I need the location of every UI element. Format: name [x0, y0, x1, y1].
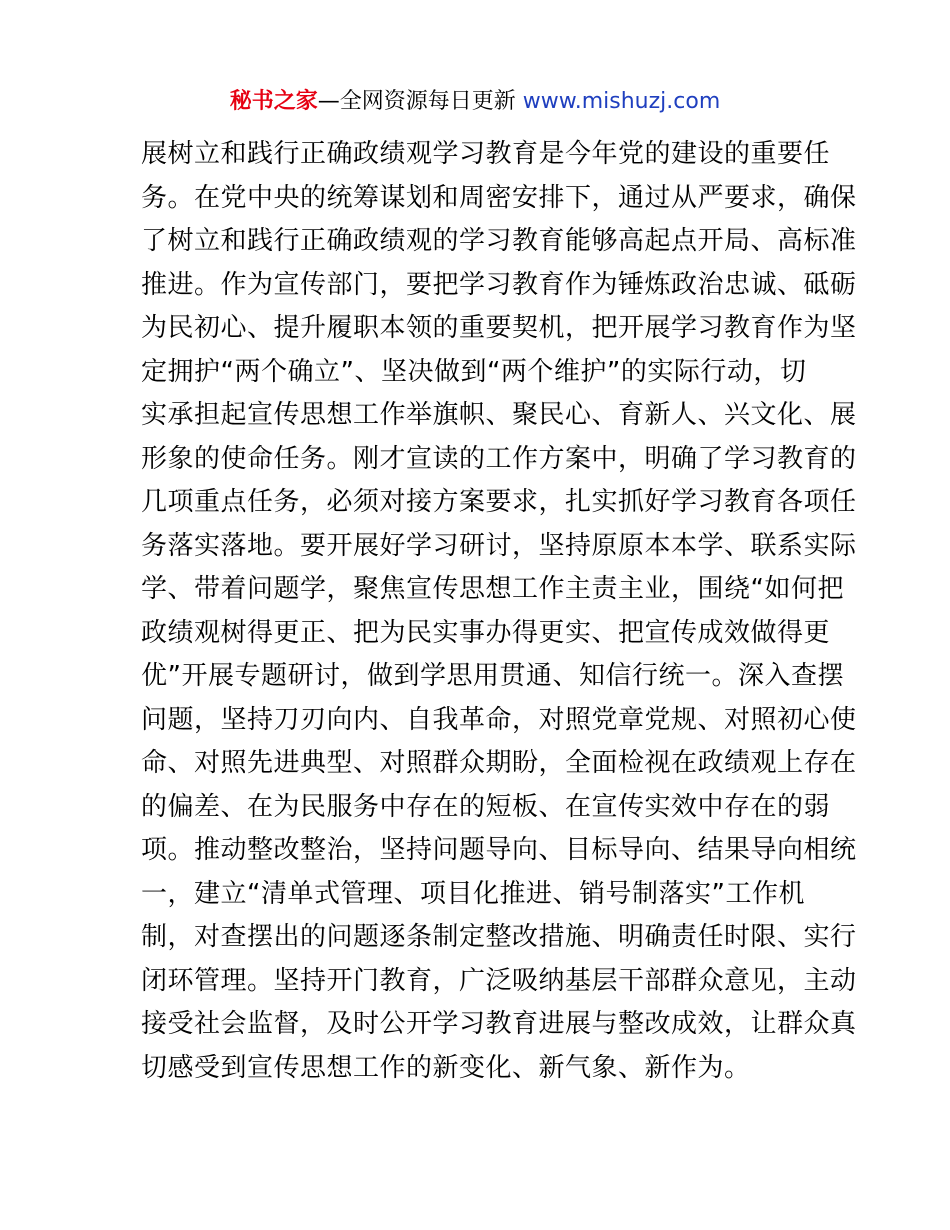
- text-line: 接受社会监督，及时公开学习教育进展与整改成效，让群众真: [141, 1009, 857, 1039]
- text-line: 一，建立“清单式管理、项目化推进、销号制落实”工作机: [141, 878, 805, 909]
- text-line: 形象的使命任务。刚才宣读的工作方案中，明确了学习教育的: [141, 443, 857, 474]
- brand-name: 秘书之家: [229, 89, 318, 114]
- text-line: 的偏差、在为民服务中存在的短板、在宣传实效中存在的弱: [141, 791, 831, 822]
- text-line: 闭环管理。坚持开门教育，广泛吸纳基层干部群众意见，主动: [141, 965, 857, 996]
- text-line: 务落实落地。要开展好学习研讨，坚持原原本本学、联系实际: [141, 530, 857, 561]
- text-line: 实承担起宣传思想工作举旗帜、聚民心、育新人、兴文化、展: [141, 400, 857, 430]
- text-line: 务。在党中央的统筹谋划和周密安排下，通过从严要求，确保: [141, 182, 857, 213]
- page-header: [0, 86, 950, 118]
- text-line: 切感受到宣传思想工作的新变化、新气象、新作为。: [141, 1052, 751, 1083]
- text-line: 问题，坚持刀刃向内、自我革命，对照党章党规、对照初心使: [141, 704, 857, 735]
- text-line: 定拥护“两个确立”、坚决做到“两个维护”的实际行动，切: [141, 356, 807, 387]
- website-link[interactable]: www.mishuzj.com: [522, 89, 721, 114]
- text-line: 命、对照先进典型、对照群众期盼，全面检视在政绩观上存在: [141, 748, 857, 778]
- body-text: [141, 133, 857, 1090]
- text-line: 了树立和践行正确政绩观的学习教育能够高起点开局、高标准: [141, 226, 857, 256]
- text-line: 政绩观树得更正、把为民实事办得更实、把宣传成效做得更: [141, 617, 831, 648]
- text-line: 学、带着问题学，聚焦宣传思想工作主责主业，围绕“如何把: [141, 574, 844, 604]
- text-line: 优”开展专题研讨，做到学思用贯通、知信行统一。深入查摆: [141, 661, 844, 691]
- text-line: 几项重点任务，必须对接方案要求，扎实抓好学习教育各项任: [141, 487, 857, 517]
- text-line: 展树立和践行正确政绩观学习教育是今年党的建设的重要任: [141, 139, 831, 169]
- text-line: 推进。作为宣传部门，要把学习教育作为锤炼政治忠诚、砥砺: [141, 269, 857, 300]
- text-line: 为民初心、提升履职本领的重要契机，把开展学习教育作为坚: [141, 313, 857, 343]
- header-tagline: —全网资源每日更新: [317, 89, 516, 114]
- text-line: 项。推动整改整治，坚持问题导向、目标导向、结果导向相统: [141, 835, 857, 865]
- text-line: 制，对查摆出的问题逐条制定整改措施、明确责任时限、实行: [141, 922, 857, 952]
